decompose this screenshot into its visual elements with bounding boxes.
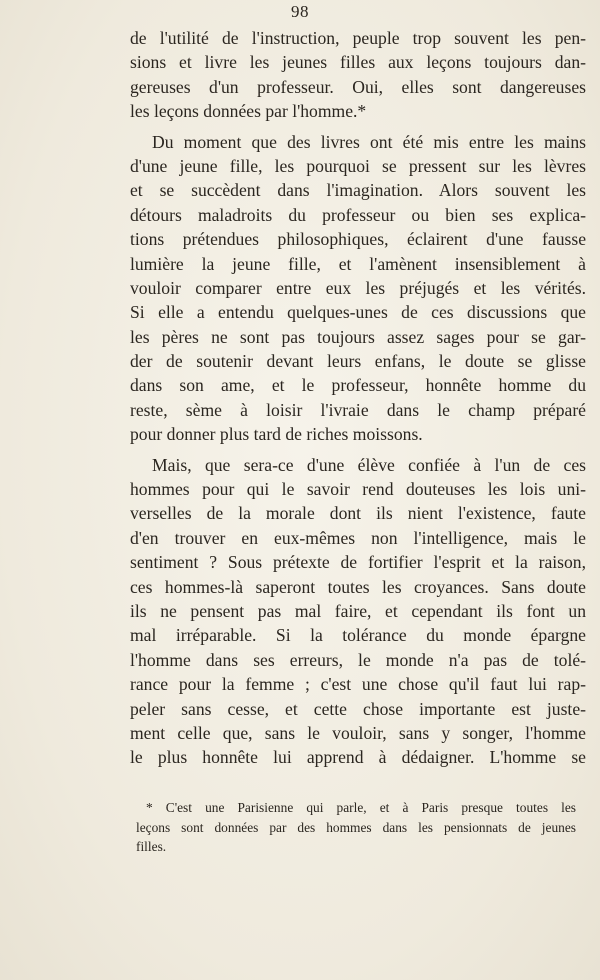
- footnote-line: filles.: [136, 839, 167, 855]
- text-line: dans son ame, et le professeur, honnête homme du: [130, 375, 586, 396]
- text-line: sentiment ? Sous prétexte de fortifier l'esprit et la raison,: [130, 552, 586, 573]
- text-line: le plus honnête lui apprend à dédaigner. L'homme se: [130, 747, 586, 768]
- body-text: [130, 26, 586, 770]
- text-line: Si elle a entendu quelques-unes de ces discussions que: [130, 302, 586, 323]
- text-line: rance pour la femme ; c'est une chose qu'il faut lui rap-: [130, 674, 586, 695]
- text-line: gereuses d'un professeur. Oui, elles sont dangereuses: [130, 76, 586, 97]
- text-line: verselles de la morale dont ils nient l'existence, faute: [130, 503, 586, 524]
- footnote: [136, 798, 576, 857]
- text-line: ment celle que, sans le vouloir, sans y songer, l'homme: [130, 722, 586, 743]
- text-line: sions et livre les jeunes filles aux leçons toujours dan-: [130, 52, 586, 73]
- text-line: mal irréparable. Si la tolérance du monde épargne: [130, 625, 586, 646]
- text-line: ces hommes-là saperont toutes les croyances. Sans doute: [130, 576, 586, 597]
- text-line: reste, sème à loisir l'ivraie dans le champ préparé: [130, 399, 586, 420]
- text-line: tions prétendues philosophiques, éclairent d'une fausse: [130, 229, 586, 250]
- footnote-line: leçons sont données par des hommes dans les pensionnats de jeunes: [136, 819, 576, 835]
- text-line: d'une jeune fille, les pourquoi se pressent sur les lèvres: [130, 155, 586, 176]
- text-line: et se succèdent dans l'imagination. Alors souvent les: [130, 180, 586, 201]
- text-line: der de soutenir devant leurs enfans, le doute se glisse: [130, 351, 586, 372]
- page-number: 98: [291, 2, 309, 21]
- text-line: vouloir comparer entre eux les préjugés et les vérités.: [130, 277, 586, 298]
- text-line: Du moment que des livres ont été mis entre les mains: [152, 131, 586, 152]
- text-line: détours maladroits du professeur ou bien ses explica-: [130, 204, 586, 225]
- text-line: de l'utilité de l'instruction, peuple trop souvent les pen-: [130, 28, 586, 48]
- text-line: pour donner plus tard de riches moissons.: [130, 424, 423, 445]
- text-line: les leçons données par l'homme.*: [130, 101, 367, 122]
- footnote-line: * C'est une Parisienne qui parle, et à Paris presque toutes les: [146, 800, 576, 815]
- text-line: d'en trouver en eux-mêmes non l'intelligence, mais le: [130, 527, 586, 548]
- text-line: ils ne pensent pas mal faire, et cependant ils font un: [130, 600, 586, 621]
- text-line: Mais, que sera-ce d'une élève confiée à l'un de ces: [152, 454, 586, 475]
- text-line: les pères ne sont pas toujours assez sages pour se gar-: [130, 326, 586, 347]
- text-line: hommes pour qui le savoir rend douteuses les lois uni-: [130, 479, 586, 500]
- text-line: l'homme dans ses erreurs, le monde n'a pas de tolé-: [130, 649, 586, 670]
- text-line: peler sans cesse, et cette chose importante est juste-: [130, 698, 586, 719]
- text-line: lumière la jeune fille, et l'amènent insensiblement à: [130, 253, 586, 274]
